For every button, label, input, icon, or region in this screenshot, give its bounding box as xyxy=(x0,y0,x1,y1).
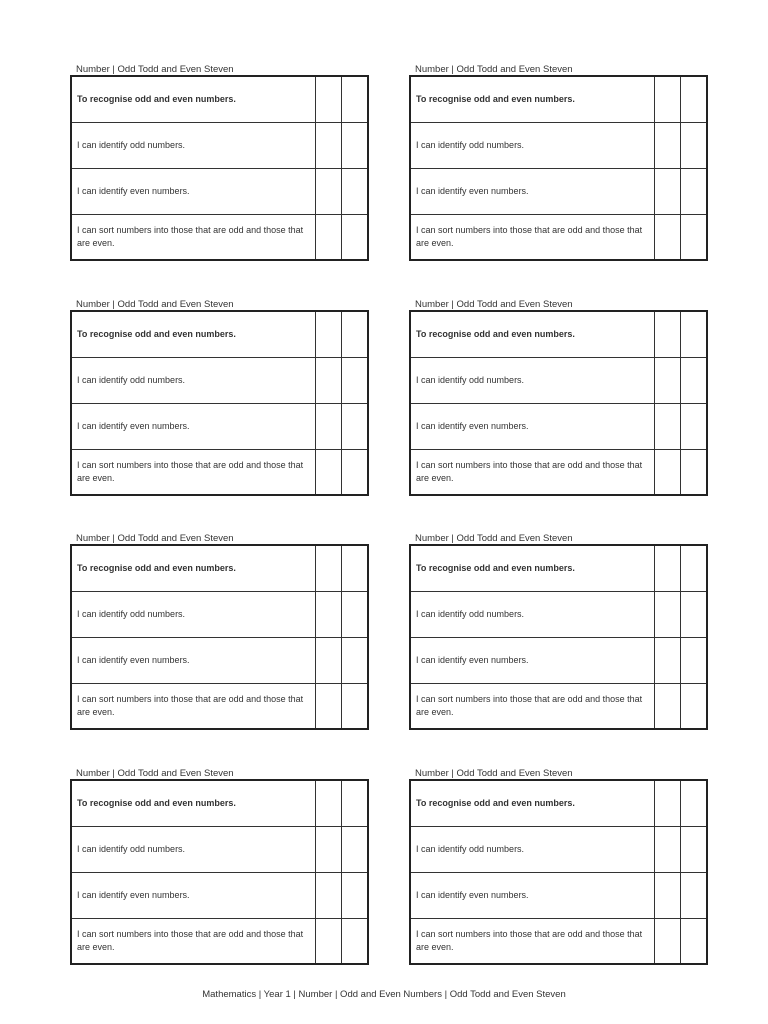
criteria-row xyxy=(71,403,368,449)
objective-row xyxy=(71,311,368,357)
tick-box[interactable] xyxy=(681,780,708,826)
tick-box[interactable] xyxy=(655,545,681,591)
tick-box[interactable] xyxy=(681,591,708,637)
tick-box[interactable] xyxy=(342,918,369,964)
tick-box[interactable] xyxy=(681,168,708,214)
success-criterion: I can sort numbers into those that are odd and those that are even. xyxy=(71,449,316,495)
criteria-row xyxy=(71,591,368,637)
criteria-row xyxy=(71,357,368,403)
tick-box[interactable] xyxy=(655,780,681,826)
success-criterion: I can sort numbers into those that are odd and those that are even. xyxy=(410,683,655,729)
criteria-row xyxy=(410,872,707,918)
tick-box[interactable] xyxy=(316,76,342,122)
card-title: Number | Odd Todd and Even Steven xyxy=(76,64,234,75)
success-criterion: I can identify odd numbers. xyxy=(71,826,316,872)
tick-box[interactable] xyxy=(655,826,681,872)
tick-box[interactable] xyxy=(316,357,342,403)
tick-box[interactable] xyxy=(316,403,342,449)
tick-box[interactable] xyxy=(681,76,708,122)
criteria-row xyxy=(410,637,707,683)
objective-row xyxy=(410,76,707,122)
criteria-row xyxy=(71,872,368,918)
tick-box[interactable] xyxy=(655,449,681,495)
tick-box[interactable] xyxy=(342,591,369,637)
criteria-row xyxy=(71,637,368,683)
tick-box[interactable] xyxy=(316,311,342,357)
success-criterion: I can identify even numbers. xyxy=(410,872,655,918)
tick-box[interactable] xyxy=(342,449,369,495)
success-criterion: I can identify odd numbers. xyxy=(71,122,316,168)
success-criterion: I can identify even numbers. xyxy=(410,168,655,214)
tick-box[interactable] xyxy=(316,826,342,872)
learning-objective: To recognise odd and even numbers. xyxy=(410,76,655,122)
criteria-row xyxy=(410,403,707,449)
tick-box[interactable] xyxy=(316,449,342,495)
tick-box[interactable] xyxy=(655,918,681,964)
tick-box[interactable] xyxy=(681,872,708,918)
card-title: Number | Odd Todd and Even Steven xyxy=(76,768,234,779)
learning-objective: To recognise odd and even numbers. xyxy=(410,545,655,591)
tick-box[interactable] xyxy=(681,637,708,683)
tick-box[interactable] xyxy=(342,826,369,872)
learning-objective: To recognise odd and even numbers. xyxy=(410,780,655,826)
success-criterion: I can sort numbers into those that are odd and those that are even. xyxy=(410,918,655,964)
criteria-row xyxy=(71,122,368,168)
success-criterion: I can identify even numbers. xyxy=(71,168,316,214)
checklist-table xyxy=(70,75,369,261)
success-criterion: I can identify even numbers. xyxy=(71,637,316,683)
success-criterion: I can sort numbers into those that are odd and those that are even. xyxy=(410,214,655,260)
tick-box[interactable] xyxy=(316,780,342,826)
tick-box[interactable] xyxy=(342,76,369,122)
learning-objective: To recognise odd and even numbers. xyxy=(71,76,316,122)
tick-box[interactable] xyxy=(316,918,342,964)
objective-row xyxy=(71,545,368,591)
tick-box[interactable] xyxy=(342,357,369,403)
criteria-row xyxy=(410,357,707,403)
tick-box[interactable] xyxy=(655,122,681,168)
objective-row xyxy=(71,76,368,122)
tick-box[interactable] xyxy=(681,545,708,591)
tick-box[interactable] xyxy=(342,683,369,729)
objective-row xyxy=(410,780,707,826)
checklist-table xyxy=(409,310,708,496)
success-criterion: I can identify odd numbers. xyxy=(410,826,655,872)
objective-row xyxy=(410,311,707,357)
criteria-row xyxy=(410,683,707,729)
tick-box[interactable] xyxy=(316,591,342,637)
tick-box[interactable] xyxy=(342,403,369,449)
criteria-row xyxy=(410,449,707,495)
criteria-row xyxy=(71,214,368,260)
tick-box[interactable] xyxy=(681,214,708,260)
tick-box[interactable] xyxy=(316,872,342,918)
objective-row xyxy=(410,545,707,591)
success-criterion: I can identify odd numbers. xyxy=(71,357,316,403)
tick-box[interactable] xyxy=(342,872,369,918)
tick-box[interactable] xyxy=(655,591,681,637)
tick-box[interactable] xyxy=(342,168,369,214)
tick-box[interactable] xyxy=(342,545,369,591)
checklist-table xyxy=(70,779,369,965)
criteria-row xyxy=(410,168,707,214)
tick-box[interactable] xyxy=(655,168,681,214)
criteria-row xyxy=(71,826,368,872)
checklist-table xyxy=(70,310,369,496)
tick-box[interactable] xyxy=(681,357,708,403)
tick-box[interactable] xyxy=(655,311,681,357)
tick-box[interactable] xyxy=(316,168,342,214)
criteria-row xyxy=(71,449,368,495)
tick-box[interactable] xyxy=(681,403,708,449)
learning-objective: To recognise odd and even numbers. xyxy=(71,780,316,826)
tick-box[interactable] xyxy=(316,122,342,168)
success-criterion: I can identify even numbers. xyxy=(410,403,655,449)
tick-box[interactable] xyxy=(681,826,708,872)
tick-box[interactable] xyxy=(681,311,708,357)
objective-row xyxy=(71,780,368,826)
tick-box[interactable] xyxy=(681,683,708,729)
learning-objective: To recognise odd and even numbers. xyxy=(410,311,655,357)
tick-box[interactable] xyxy=(316,214,342,260)
tick-box[interactable] xyxy=(655,872,681,918)
success-criterion: I can sort numbers into those that are odd and those that are even. xyxy=(410,449,655,495)
criteria-row xyxy=(410,826,707,872)
tick-box[interactable] xyxy=(342,122,369,168)
card-title: Number | Odd Todd and Even Steven xyxy=(76,299,234,310)
success-criterion: I can identify odd numbers. xyxy=(410,122,655,168)
tick-box[interactable] xyxy=(655,683,681,729)
learning-objective: To recognise odd and even numbers. xyxy=(71,545,316,591)
card-title: Number | Odd Todd and Even Steven xyxy=(415,533,573,544)
tick-box[interactable] xyxy=(655,214,681,260)
card-title: Number | Odd Todd and Even Steven xyxy=(415,64,573,75)
tick-box[interactable] xyxy=(342,637,369,683)
success-criterion: I can sort numbers into those that are odd and those that are even. xyxy=(71,214,316,260)
learning-objective: To recognise odd and even numbers. xyxy=(71,311,316,357)
tick-box[interactable] xyxy=(342,780,369,826)
criteria-row xyxy=(410,591,707,637)
tick-box[interactable] xyxy=(342,311,369,357)
card-title: Number | Odd Todd and Even Steven xyxy=(415,768,573,779)
card-title: Number | Odd Todd and Even Steven xyxy=(415,299,573,310)
criteria-row xyxy=(410,918,707,964)
success-criterion: I can identify odd numbers. xyxy=(410,357,655,403)
checklist-table xyxy=(409,779,708,965)
criteria-row xyxy=(71,918,368,964)
checklist-table xyxy=(409,544,708,730)
tick-box[interactable] xyxy=(316,637,342,683)
card-title: Number | Odd Todd and Even Steven xyxy=(76,533,234,544)
success-criterion: I can identify even numbers. xyxy=(71,403,316,449)
tick-box[interactable] xyxy=(316,545,342,591)
tick-box[interactable] xyxy=(681,918,708,964)
tick-box[interactable] xyxy=(316,683,342,729)
criteria-row xyxy=(71,168,368,214)
criteria-row xyxy=(410,214,707,260)
criteria-row xyxy=(410,122,707,168)
tick-box[interactable] xyxy=(655,403,681,449)
tick-box[interactable] xyxy=(342,214,369,260)
tick-box[interactable] xyxy=(681,122,708,168)
success-criterion: I can sort numbers into those that are odd and those that are even. xyxy=(71,683,316,729)
success-criterion: I can sort numbers into those that are odd and those that are even. xyxy=(71,918,316,964)
tick-box[interactable] xyxy=(681,449,708,495)
checklist-table xyxy=(409,75,708,261)
tick-box[interactable] xyxy=(655,637,681,683)
tick-box[interactable] xyxy=(655,357,681,403)
success-criterion: I can identify odd numbers. xyxy=(71,591,316,637)
criteria-row xyxy=(71,683,368,729)
success-criterion: I can identify even numbers. xyxy=(410,637,655,683)
page-footer: Mathematics | Year 1 | Number | Odd and Even Numbers | Odd Todd and Even Steven xyxy=(202,989,566,1000)
checklist-table xyxy=(70,544,369,730)
success-criterion: I can identify odd numbers. xyxy=(410,591,655,637)
tick-box[interactable] xyxy=(655,76,681,122)
success-criterion: I can identify even numbers. xyxy=(71,872,316,918)
